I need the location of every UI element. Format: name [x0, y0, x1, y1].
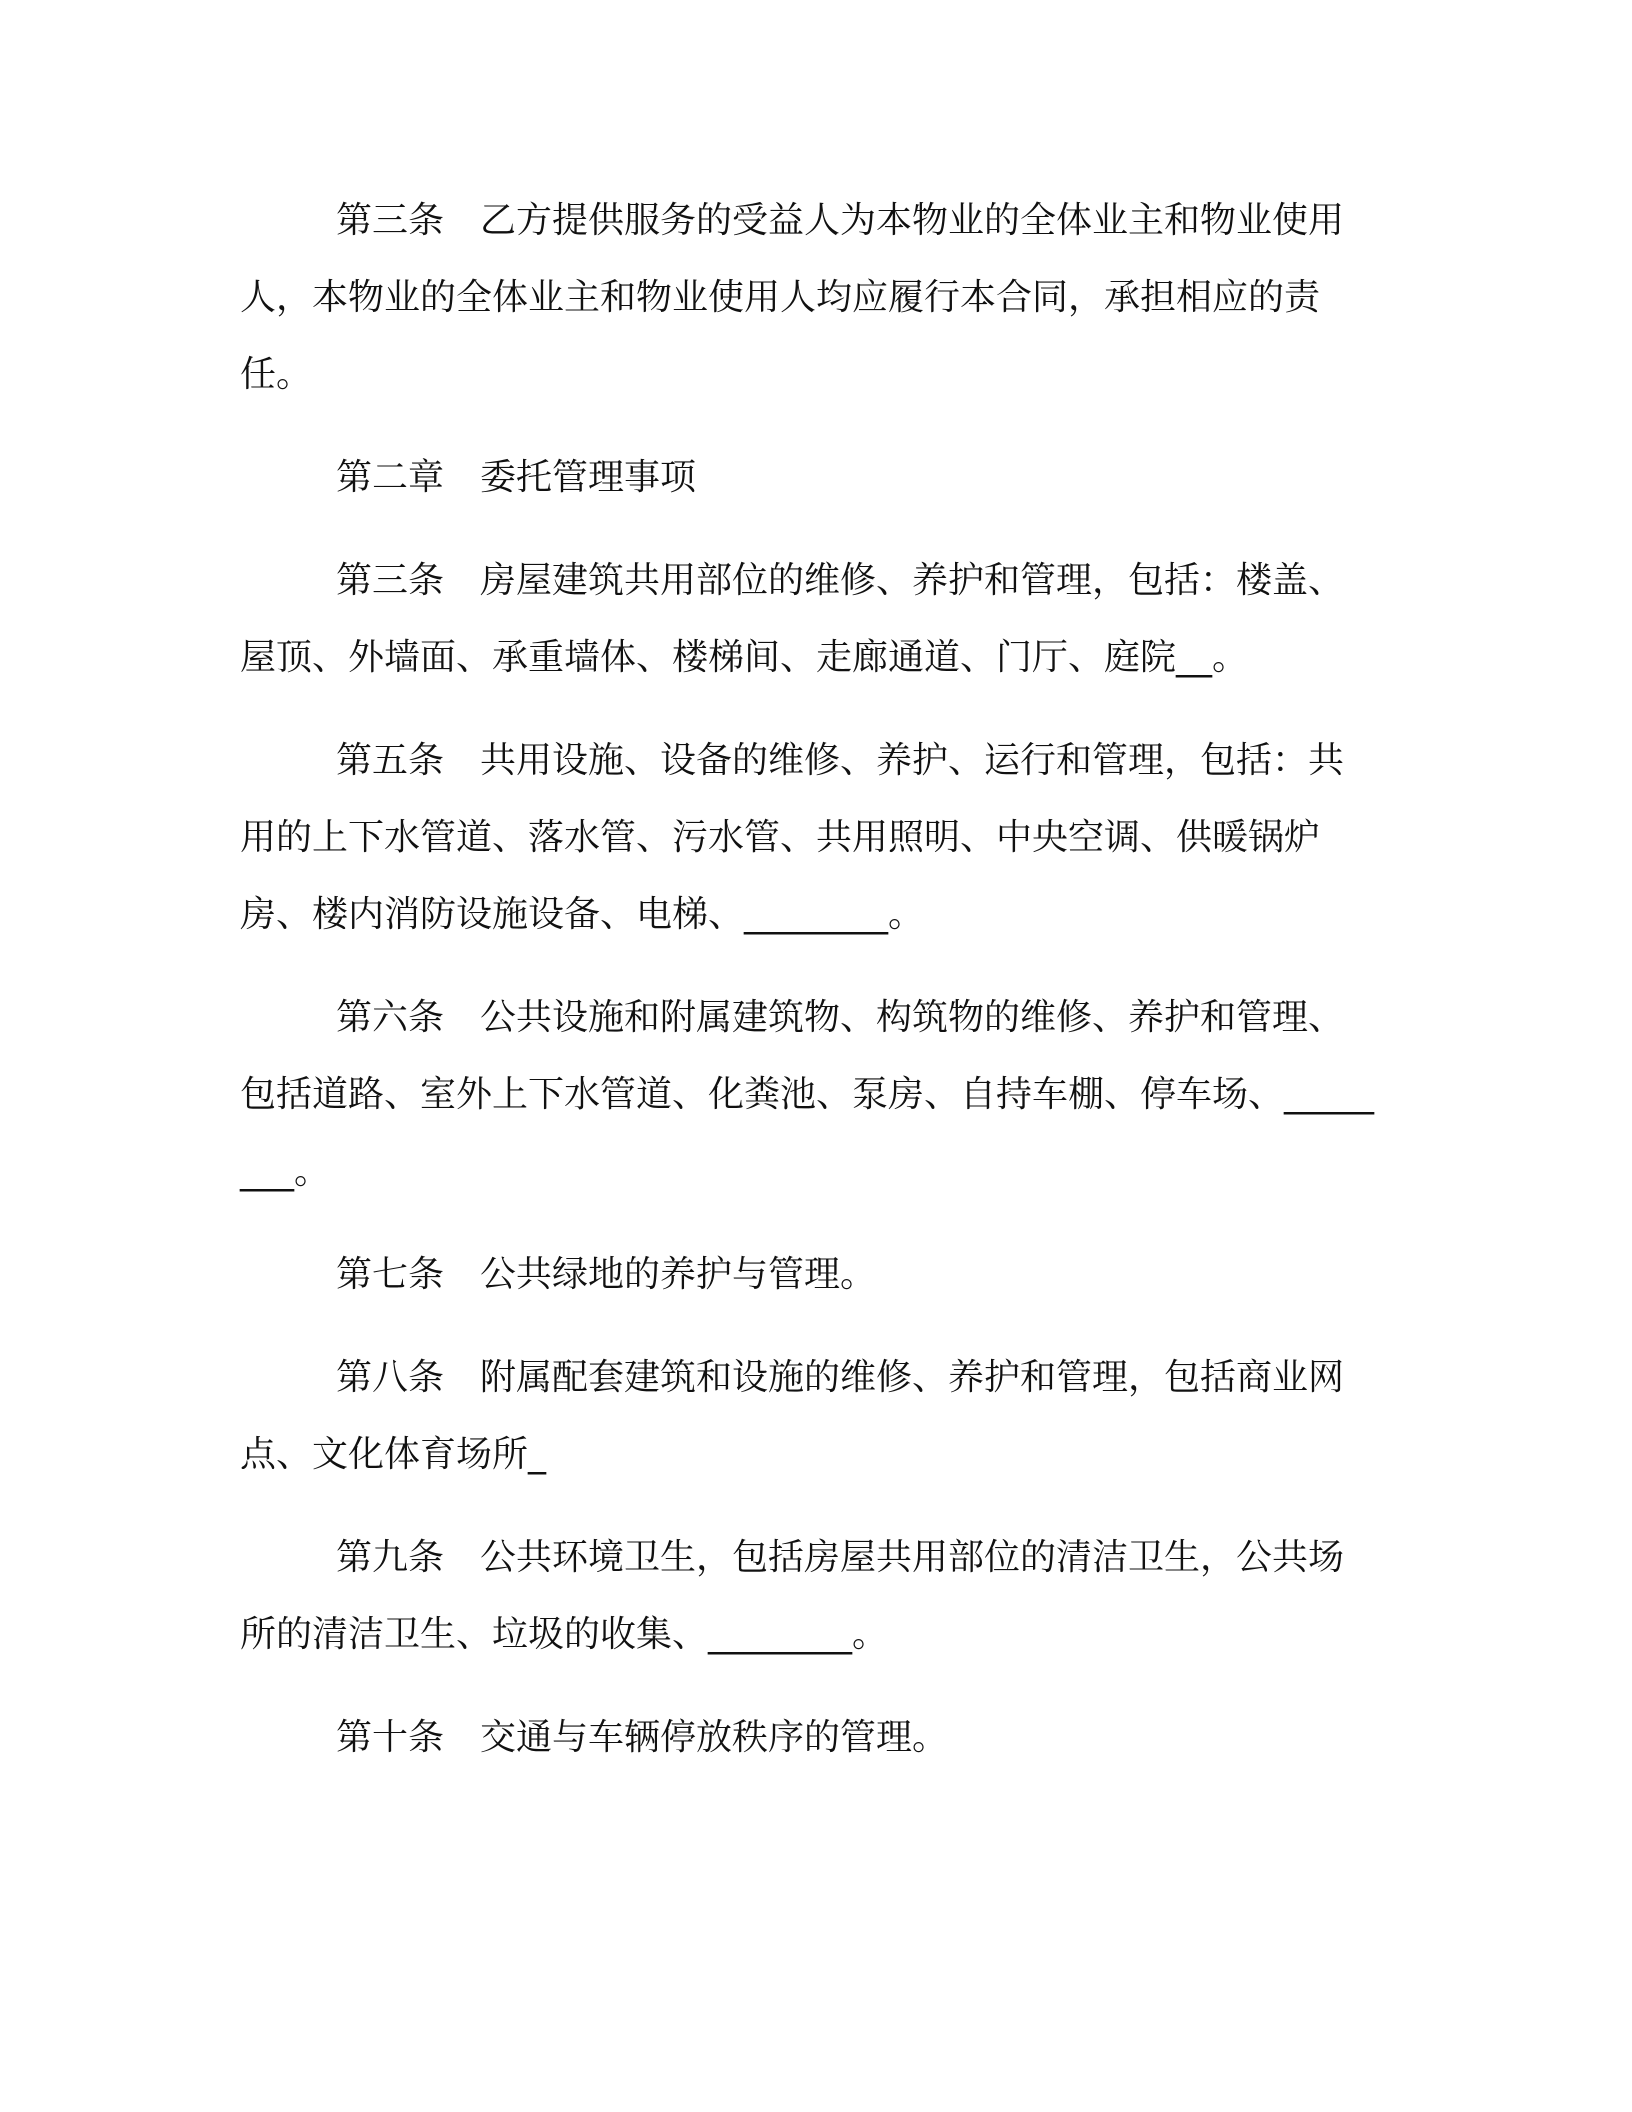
- article-9-sanitation: 第九条 公共环境卫生，包括房屋共用部位的清洁卫生，公共场所的清洁卫生、垃圾的收集、________。: [240, 1537, 1345, 1655]
- article-6-public-facilities: 第六条 公共设施和附属建筑物、构筑物的维修、养护和管理、包括道路、室外上下水管道、化粪池、泵房、自持车棚、停车场、________。: [240, 997, 1375, 1192]
- article-3-building-common-parts: 第三条 房屋建筑共用部位的维修、养护和管理，包括：楼盖、屋顶、外墙面、承重墙体、楼梯间、走廊通道、门厅、庭院__。: [240, 560, 1345, 678]
- chapter-2-heading: 第二章 委托管理事项: [336, 457, 697, 498]
- article-5-common-facilities: 第五条 共用设施、设备的维修、养护、运行和管理，包括：共用的上下水管道、落水管、污水管、共用照明、中央空调、供暖锅炉房、楼内消防设施设备、电梯、________。: [240, 740, 1345, 935]
- article-10-traffic-parking: 第十条 交通与车辆停放秩序的管理。: [336, 1717, 949, 1758]
- document-body: [240, 182, 1376, 1802]
- article-8-ancillary-buildings: 第八条 附属配套建筑和设施的维修、养护和管理，包括商业网点、文化体育场所_: [240, 1357, 1345, 1475]
- article-3-beneficiaries: 第三条 乙方提供服务的受益人为本物业的全体业主和物业使用人，本物业的全体业主和物业使用人均应履行本合同，承担相应的责任。: [240, 200, 1345, 395]
- article-7-green-space: 第七条 公共绿地的养护与管理。: [336, 1254, 877, 1295]
